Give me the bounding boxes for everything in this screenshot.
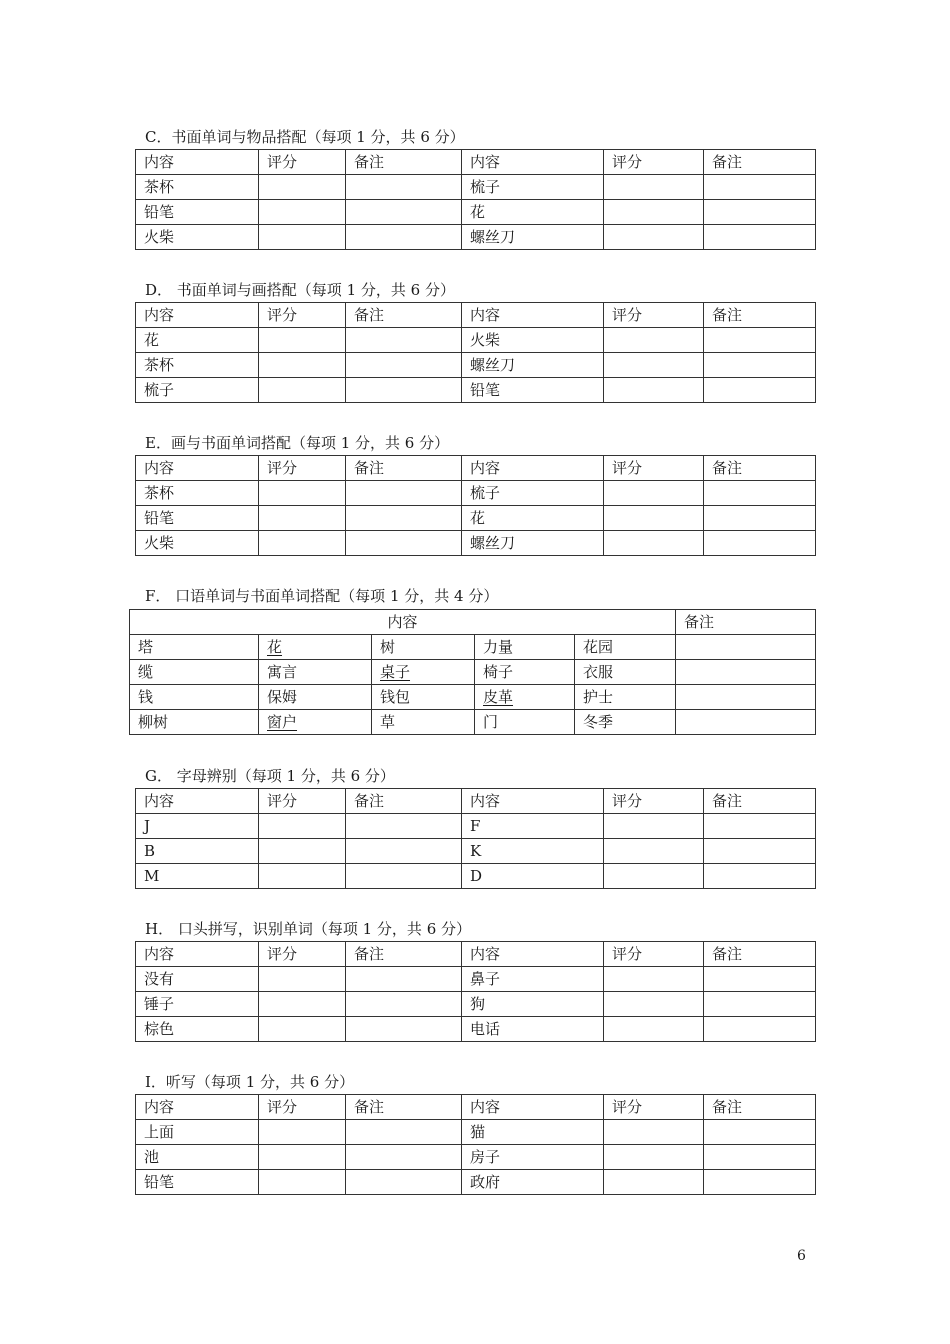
word-cell: [372, 660, 475, 685]
header-remarks: 备注: [704, 1095, 816, 1120]
header-score: 评分: [604, 456, 704, 481]
table-header-row: [136, 150, 816, 175]
remarks-cell[interactable]: [704, 481, 816, 506]
remarks-cell[interactable]: [346, 992, 462, 1017]
score-cell[interactable]: [259, 864, 346, 889]
header-remarks: 备注: [704, 303, 816, 328]
score-cell[interactable]: [604, 328, 704, 353]
score-table: [135, 302, 816, 403]
table-row: [136, 353, 816, 378]
header-score: 评分: [604, 303, 704, 328]
item-cell: 铅笔: [136, 1170, 259, 1195]
table-header-row: [136, 789, 816, 814]
table-row: [136, 992, 816, 1017]
remarks-cell[interactable]: [346, 531, 462, 556]
header-score: 评分: [604, 150, 704, 175]
score-cell[interactable]: [604, 992, 704, 1017]
word-cell: [259, 660, 372, 685]
header-content: 内容: [462, 303, 604, 328]
item-cell: 螺丝刀: [462, 531, 604, 556]
target-word: 皮革: [483, 688, 514, 706]
score-cell[interactable]: [259, 967, 346, 992]
header-remarks: 备注: [346, 303, 462, 328]
remarks-cell[interactable]: [704, 1120, 816, 1145]
score-cell[interactable]: [604, 531, 704, 556]
score-cell[interactable]: [604, 506, 704, 531]
remarks-cell[interactable]: [346, 481, 462, 506]
header-content: 内容: [462, 942, 604, 967]
score-table: [135, 1094, 816, 1195]
header-content: 内容: [136, 456, 259, 481]
remarks-cell[interactable]: [704, 328, 816, 353]
remarks-cell[interactable]: [704, 225, 816, 250]
item-cell: 猫: [462, 1120, 604, 1145]
item-cell: 火柴: [136, 531, 259, 556]
score-cell[interactable]: [259, 1120, 346, 1145]
remarks-cell[interactable]: [704, 1170, 816, 1195]
score-cell[interactable]: [259, 1145, 346, 1170]
word-cell: [130, 710, 259, 735]
item-cell: 锤子: [136, 992, 259, 1017]
remarks-cell[interactable]: [346, 839, 462, 864]
score-cell[interactable]: [259, 353, 346, 378]
header-remarks: 备注: [704, 789, 816, 814]
header-remarks: 备注: [346, 150, 462, 175]
item-cell: 花: [462, 506, 604, 531]
item-cell: 花: [462, 200, 604, 225]
table-header-row: [130, 610, 816, 635]
table-header-row: [136, 942, 816, 967]
item-cell: 花: [136, 328, 259, 353]
header-remarks: 备注: [346, 456, 462, 481]
score-cell[interactable]: [604, 1145, 704, 1170]
item-cell: 火柴: [462, 328, 604, 353]
score-table: [135, 149, 816, 250]
remarks-cell[interactable]: [676, 685, 816, 710]
score-cell[interactable]: [259, 839, 346, 864]
table-row: [130, 635, 816, 660]
score-cell[interactable]: [259, 1017, 346, 1042]
word: 护士: [583, 688, 614, 706]
table-header-row: [136, 1095, 816, 1120]
remarks-cell[interactable]: [704, 992, 816, 1017]
item-cell: 池: [136, 1145, 259, 1170]
header-remarks: 备注: [676, 610, 816, 635]
remarks-cell[interactable]: [676, 660, 816, 685]
remarks-cell[interactable]: [346, 353, 462, 378]
header-remarks: 备注: [704, 942, 816, 967]
table-row: [136, 200, 816, 225]
score-cell[interactable]: [604, 175, 704, 200]
word-cell: [372, 685, 475, 710]
table-row: [136, 506, 816, 531]
score-cell[interactable]: [259, 531, 346, 556]
header-remarks: 备注: [346, 1095, 462, 1120]
score-cell[interactable]: [604, 1120, 704, 1145]
section-title: C．书面单词与物品搭配（每项 1 分，共 6 分）: [145, 128, 465, 146]
header-score: 评分: [259, 456, 346, 481]
remarks-cell[interactable]: [346, 864, 462, 889]
item-cell: 螺丝刀: [462, 353, 604, 378]
target-word: 花: [267, 638, 283, 656]
score-cell[interactable]: [604, 225, 704, 250]
header-remarks: 备注: [704, 456, 816, 481]
word: 钱: [138, 688, 154, 706]
item-cell: B: [136, 839, 259, 864]
score-table: [135, 941, 816, 1042]
score-cell[interactable]: [259, 200, 346, 225]
item-cell: 铅笔: [136, 200, 259, 225]
table-row: [136, 864, 816, 889]
score-cell[interactable]: [604, 1017, 704, 1042]
remarks-cell[interactable]: [704, 531, 816, 556]
word: 冬季: [583, 713, 614, 731]
remarks-cell[interactable]: [346, 1120, 462, 1145]
table-row: [136, 378, 816, 403]
word: 门: [483, 713, 499, 731]
item-cell: 螺丝刀: [462, 225, 604, 250]
header-content: 内容: [136, 303, 259, 328]
word: 塔: [138, 638, 154, 656]
header-content: 内容: [136, 150, 259, 175]
section-title: I．听写（每项 1 分，共 6 分）: [145, 1073, 355, 1091]
item-cell: 茶杯: [136, 353, 259, 378]
word-cell: [259, 635, 372, 660]
table-row: [136, 481, 816, 506]
remarks-cell[interactable]: [346, 967, 462, 992]
item-cell: 电话: [462, 1017, 604, 1042]
table-row: [136, 814, 816, 839]
table-row: [136, 175, 816, 200]
word: 钱包: [380, 688, 411, 706]
header-content: 内容: [136, 942, 259, 967]
table-row: [136, 1170, 816, 1195]
item-cell: 鼻子: [462, 967, 604, 992]
table-row: [136, 1017, 816, 1042]
table-row: [136, 1145, 816, 1170]
word-cell: [372, 710, 475, 735]
table-row: [136, 328, 816, 353]
header-remarks: 备注: [346, 789, 462, 814]
section-title: D． 书面单词与画搭配（每项 1 分，共 6 分）: [145, 281, 455, 299]
table-header-row: [136, 456, 816, 481]
remarks-cell[interactable]: [346, 1017, 462, 1042]
word-cell: [475, 685, 575, 710]
remarks-cell[interactable]: [346, 225, 462, 250]
remarks-cell[interactable]: [346, 328, 462, 353]
word: 树: [380, 638, 396, 656]
header-content: 内容: [136, 1095, 259, 1120]
score-cell[interactable]: [259, 506, 346, 531]
word-cell: [475, 660, 575, 685]
score-cell[interactable]: [259, 175, 346, 200]
header-score: 评分: [259, 942, 346, 967]
item-cell: 狗: [462, 992, 604, 1017]
remarks-cell[interactable]: [704, 864, 816, 889]
remarks-cell[interactable]: [704, 814, 816, 839]
score-table: [135, 455, 816, 556]
section-title: G． 字母辨别（每项 1 分，共 6 分）: [145, 767, 395, 785]
table-row: [130, 710, 816, 735]
word-cell: [259, 685, 372, 710]
section-title: F． 口语单词与书面单词搭配（每项 1 分，共 4 分）: [145, 587, 499, 605]
remarks-cell[interactable]: [346, 1145, 462, 1170]
header-content: 内容: [462, 456, 604, 481]
score-cell[interactable]: [259, 992, 346, 1017]
item-cell: 没有: [136, 967, 259, 992]
header-score: 评分: [604, 942, 704, 967]
score-cell[interactable]: [604, 814, 704, 839]
remarks-cell[interactable]: [346, 1170, 462, 1195]
word-cell: [130, 660, 259, 685]
word: 衣服: [583, 663, 614, 681]
word: 寓言: [267, 663, 298, 681]
remarks-cell[interactable]: [346, 814, 462, 839]
score-cell[interactable]: [259, 814, 346, 839]
item-cell: 上面: [136, 1120, 259, 1145]
item-cell: 政府: [462, 1170, 604, 1195]
table-row: [130, 660, 816, 685]
score-cell[interactable]: [604, 864, 704, 889]
score-cell[interactable]: [604, 1170, 704, 1195]
header-remarks: 备注: [704, 150, 816, 175]
header-content: 内容: [462, 789, 604, 814]
item-cell: M: [136, 864, 259, 889]
score-cell[interactable]: [259, 328, 346, 353]
header-score: 评分: [259, 150, 346, 175]
word-cell: [575, 685, 676, 710]
score-cell[interactable]: [259, 1170, 346, 1195]
word-cell: [372, 635, 475, 660]
word: 保姆: [267, 688, 298, 706]
word-cell: [575, 660, 676, 685]
word-cell: [130, 685, 259, 710]
table-row: [130, 685, 816, 710]
item-cell: 梳子: [462, 175, 604, 200]
item-cell: K: [462, 839, 604, 864]
target-word: 窗户: [267, 713, 298, 731]
word-cell: [475, 635, 575, 660]
header-content: 内容: [462, 150, 604, 175]
remarks-cell[interactable]: [704, 200, 816, 225]
header-score: 评分: [259, 1095, 346, 1120]
item-cell: 茶杯: [136, 175, 259, 200]
remarks-cell[interactable]: [704, 967, 816, 992]
remarks-cell[interactable]: [346, 175, 462, 200]
header-score: 评分: [604, 789, 704, 814]
word-cell: [130, 635, 259, 660]
remarks-cell[interactable]: [704, 506, 816, 531]
remarks-cell[interactable]: [676, 710, 816, 735]
table-row: [136, 967, 816, 992]
score-cell[interactable]: [259, 225, 346, 250]
word-cell: [259, 710, 372, 735]
remarks-cell[interactable]: [346, 506, 462, 531]
item-cell: 火柴: [136, 225, 259, 250]
remarks-cell[interactable]: [704, 175, 816, 200]
header-remarks: 备注: [346, 942, 462, 967]
header-content: 内容: [136, 789, 259, 814]
remarks-cell[interactable]: [704, 1145, 816, 1170]
remarks-cell[interactable]: [346, 200, 462, 225]
item-cell: D: [462, 864, 604, 889]
word-cell: [475, 710, 575, 735]
word-cell: [575, 635, 676, 660]
score-cell[interactable]: [259, 481, 346, 506]
item-cell: 梳子: [136, 378, 259, 403]
word-cell: [575, 710, 676, 735]
item-cell: 铅笔: [462, 378, 604, 403]
table-header-row: [136, 303, 816, 328]
score-cell[interactable]: [259, 378, 346, 403]
table-row: [136, 1120, 816, 1145]
header-content: 内容: [130, 610, 676, 635]
item-cell: 铅笔: [136, 506, 259, 531]
score-cell[interactable]: [604, 378, 704, 403]
score-table: [135, 788, 816, 889]
section-title: E．画与书面单词搭配（每项 1 分，共 6 分）: [145, 434, 450, 452]
item-cell: F: [462, 814, 604, 839]
remarks-cell[interactable]: [704, 839, 816, 864]
score-cell[interactable]: [604, 353, 704, 378]
word: 柳树: [138, 713, 169, 731]
table-row: [136, 839, 816, 864]
remarks-cell[interactable]: [704, 1017, 816, 1042]
remarks-cell[interactable]: [704, 378, 816, 403]
score-cell[interactable]: [604, 200, 704, 225]
remarks-cell[interactable]: [346, 378, 462, 403]
score-cell[interactable]: [604, 839, 704, 864]
item-cell: 茶杯: [136, 481, 259, 506]
target-word: 桌子: [380, 663, 411, 681]
item-cell: 房子: [462, 1145, 604, 1170]
table-row: [136, 225, 816, 250]
remarks-cell[interactable]: [704, 353, 816, 378]
score-cell[interactable]: [604, 967, 704, 992]
header-score: 评分: [259, 303, 346, 328]
word: 花园: [583, 638, 614, 656]
item-cell: 棕色: [136, 1017, 259, 1042]
remarks-cell[interactable]: [676, 635, 816, 660]
item-cell: J: [136, 814, 259, 839]
score-cell[interactable]: [604, 481, 704, 506]
word: 椅子: [483, 663, 514, 681]
matching-table: [129, 609, 816, 735]
word: 草: [380, 713, 396, 731]
word: 力量: [483, 638, 514, 656]
header-score: 评分: [604, 1095, 704, 1120]
item-cell: 梳子: [462, 481, 604, 506]
section-title: H． 口头拼写，识别单词（每项 1 分，共 6 分）: [145, 920, 472, 938]
word: 缆: [138, 663, 154, 681]
table-row: [136, 531, 816, 556]
page-number: 6: [797, 1248, 806, 1264]
header-score: 评分: [259, 789, 346, 814]
header-content: 内容: [462, 1095, 604, 1120]
